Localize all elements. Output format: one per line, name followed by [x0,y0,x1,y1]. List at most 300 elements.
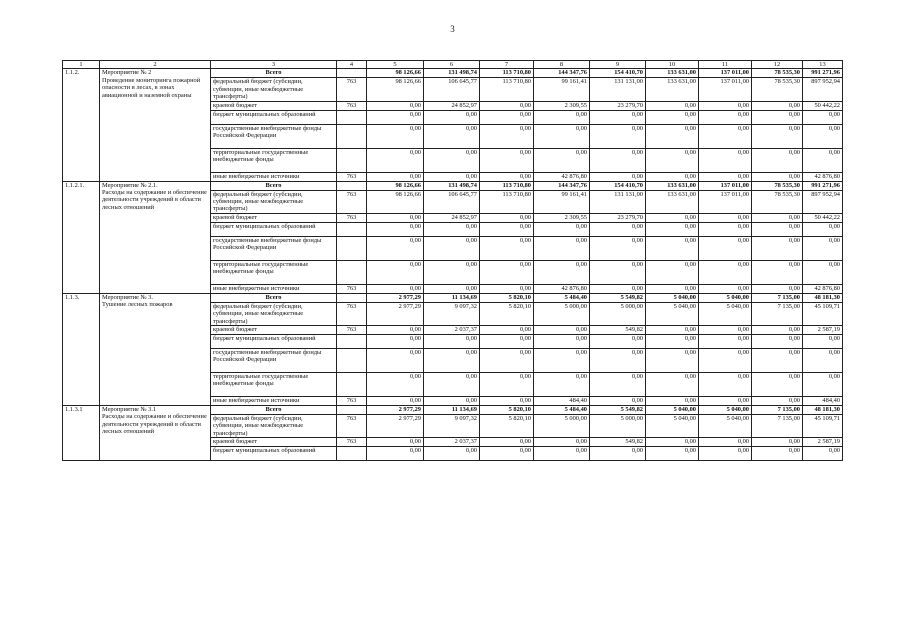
amount-cell: 42 876,80 [534,284,590,293]
amount-cell: 5 040,00 [699,302,752,325]
amount-cell: 0,00 [424,373,480,397]
column-number-header: 13 [803,61,843,69]
amount-cell: 0,00 [752,101,803,110]
amount-cell: 0,00 [699,438,752,447]
amount-cell: 0,00 [646,284,699,293]
grbs-code [337,447,367,461]
amount-cell: 0,00 [367,236,424,260]
amount-cell: 0,00 [752,260,803,284]
amount-cell: 106 645,77 [424,190,480,213]
measure-title: Мероприятие № 3.1 [102,406,157,414]
funding-source-label: федеральный бюджет (субсидии, субвенции, иные межбюджетные трансферты) [211,302,337,325]
amount-cell: 0,00 [590,447,646,461]
amount-cell: 0,00 [752,349,803,373]
amount-cell: 78 535,30 [752,190,803,213]
funding-source-label: государственные внебюджетные фонды Российской Федерации [211,349,337,373]
funding-source-label: бюджет муниципальных образований [211,222,337,236]
column-number-header: 3 [211,61,337,69]
amount-cell: 137 011,00 [699,78,752,101]
measure-title: Мероприятие № 2.1. [102,181,158,189]
amount-cell: 106 645,77 [424,78,480,101]
amount-cell: 5 000,00 [534,302,590,325]
amount-cell: 78 535,30 [752,78,803,101]
grbs-code: 763 [337,190,367,213]
funding-source-label: Всего [211,181,337,190]
amount-cell: 137 011,00 [699,69,752,78]
amount-cell: 0,00 [534,236,590,260]
amount-cell: 5 484,40 [534,293,590,302]
funding-source-label: Всего [211,406,337,415]
amount-cell: 0,00 [590,373,646,397]
amount-cell: 2 587,19 [803,326,843,335]
grbs-code: 763 [337,172,367,181]
amount-cell: 0,00 [367,124,424,148]
amount-cell: 0,00 [752,447,803,461]
grbs-code: 763 [337,302,367,325]
amount-cell: 0,00 [534,148,590,172]
amount-cell: 2 977,29 [367,406,424,415]
amount-cell: 0,00 [424,447,480,461]
amount-cell: 133 631,00 [646,78,699,101]
amount-cell: 0,00 [480,335,534,349]
amount-cell: 0,00 [424,284,480,293]
amount-cell: 5 040,00 [699,406,752,415]
measure-name [100,293,211,405]
measure-name [100,69,211,181]
amount-cell: 0,00 [534,110,590,124]
column-number-header: 2 [100,61,211,69]
amount-cell: 0,00 [803,447,843,461]
amount-cell: 131 131,00 [590,78,646,101]
amount-cell: 0,00 [480,447,534,461]
amount-cell: 0,00 [699,326,752,335]
measure-description: Тушение лесных пожаров [102,301,173,309]
amount-cell: 0,00 [367,349,424,373]
amount-cell: 0,00 [803,148,843,172]
amount-cell: 0,00 [480,222,534,236]
amount-cell: 0,00 [646,110,699,124]
amount-cell: 113 710,80 [480,78,534,101]
amount-cell: 0,00 [534,373,590,397]
amount-cell: 991 271,96 [803,181,843,190]
amount-cell: 2 309,55 [534,101,590,110]
amount-cell: 0,00 [699,222,752,236]
amount-cell: 99 161,41 [534,190,590,213]
amount-cell: 0,00 [646,260,699,284]
amount-cell: 0,00 [646,213,699,222]
amount-cell: 549,82 [590,326,646,335]
amount-cell: 7 135,00 [752,302,803,325]
amount-cell: 897 952,94 [803,78,843,101]
funding-source-label: государственные внебюджетные фонды Российской Федерации [211,124,337,148]
amount-cell: 0,00 [534,447,590,461]
amount-cell: 0,00 [699,110,752,124]
grbs-code [337,148,367,172]
grbs-code: 763 [337,326,367,335]
amount-cell: 0,00 [534,349,590,373]
amount-cell: 0,00 [367,172,424,181]
amount-cell: 2 037,37 [424,326,480,335]
table-row [63,181,843,190]
amount-cell: 0,00 [699,349,752,373]
amount-cell: 0,00 [646,222,699,236]
amount-cell: 78 535,30 [752,69,803,78]
column-number-header: 7 [480,61,534,69]
amount-cell: 0,00 [699,397,752,406]
grbs-code [337,236,367,260]
amount-cell: 98 126,66 [367,69,424,78]
amount-cell: 5 549,82 [590,293,646,302]
amount-cell: 98 126,66 [367,78,424,101]
amount-cell: 0,00 [480,326,534,335]
amount-cell: 0,00 [424,110,480,124]
amount-cell: 131 498,74 [424,69,480,78]
measure-code: 1.1.3. [63,293,100,405]
amount-cell: 0,00 [803,335,843,349]
amount-cell: 7 135,00 [752,406,803,415]
funding-source-label: Всего [211,293,337,302]
amount-cell: 0,00 [699,124,752,148]
amount-cell: 0,00 [699,213,752,222]
grbs-code: 763 [337,397,367,406]
grbs-code: 763 [337,78,367,101]
amount-cell: 2 977,29 [367,302,424,325]
amount-cell: 11 134,69 [424,293,480,302]
measure-code: 1.1.2. [63,69,100,181]
amount-cell: 484,40 [803,397,843,406]
amount-cell: 0,00 [699,101,752,110]
amount-cell: 0,00 [590,148,646,172]
column-number-header: 12 [752,61,803,69]
grbs-code: 763 [337,213,367,222]
column-number-header: 10 [646,61,699,69]
amount-cell: 5 484,40 [534,406,590,415]
amount-cell: 0,00 [646,101,699,110]
amount-cell: 0,00 [367,447,424,461]
funding-source-label: бюджет муниципальных образований [211,335,337,349]
amount-cell: 0,00 [646,397,699,406]
amount-cell: 0,00 [699,284,752,293]
amount-cell: 99 161,41 [534,78,590,101]
funding-source-label: федеральный бюджет (субсидии, субвенции, иные межбюджетные трансферты) [211,415,337,438]
page-number: 3 [450,24,455,34]
grbs-code [337,335,367,349]
amount-cell: 0,00 [367,148,424,172]
amount-cell: 0,00 [424,222,480,236]
amount-cell: 0,00 [646,349,699,373]
amount-cell: 0,00 [699,447,752,461]
amount-cell: 2 977,29 [367,293,424,302]
grbs-code [337,260,367,284]
amount-cell: 0,00 [534,222,590,236]
amount-cell: 0,00 [480,236,534,260]
funding-source-label: бюджет муниципальных образований [211,447,337,461]
amount-cell: 7 135,00 [752,415,803,438]
amount-cell: 0,00 [480,397,534,406]
amount-cell: 0,00 [699,236,752,260]
amount-cell: 0,00 [367,110,424,124]
amount-cell: 0,00 [699,373,752,397]
grbs-code [337,110,367,124]
amount-cell: 0,00 [590,260,646,284]
funding-source-label: федеральный бюджет (субсидии, субвенции, иные межбюджетные трансферты) [211,78,337,101]
amount-cell: 0,00 [590,349,646,373]
amount-cell: 144 347,76 [534,181,590,190]
funding-source-label: территориальные государственные внебюджетные фонды [211,260,337,284]
column-number-header: 8 [534,61,590,69]
amount-cell: 48 181,30 [803,406,843,415]
amount-cell: 0,00 [367,373,424,397]
amount-cell: 0,00 [480,284,534,293]
amount-cell: 0,00 [424,335,480,349]
grbs-code [337,124,367,148]
grbs-code [337,373,367,397]
grbs-code [337,406,367,415]
amount-cell: 0,00 [367,260,424,284]
amount-cell: 45 109,71 [803,415,843,438]
amount-cell: 0,00 [480,349,534,373]
amount-cell: 0,00 [646,447,699,461]
amount-cell: 0,00 [480,260,534,284]
funding-source-label: бюджет муниципальных образований [211,110,337,124]
funding-source-label: Всего [211,69,337,78]
amount-cell: 0,00 [424,397,480,406]
amount-cell: 137 011,00 [699,181,752,190]
amount-cell: 131 131,00 [590,190,646,213]
amount-cell: 0,00 [534,260,590,284]
amount-cell: 24 852,97 [424,213,480,222]
amount-cell: 0,00 [752,326,803,335]
measure-description: Расходы на содержание и обеспечение деятельности учреждений в области лесных отношений [102,189,207,211]
funding-source-label: территориальные государственные внебюджетные фонды [211,373,337,397]
amount-cell: 133 631,00 [646,190,699,213]
amount-cell: 0,00 [699,172,752,181]
amount-cell: 113 710,80 [480,69,534,78]
amount-cell: 0,00 [367,326,424,335]
amount-cell: 0,00 [803,349,843,373]
amount-cell: 133 631,00 [646,69,699,78]
amount-cell: 0,00 [367,335,424,349]
amount-cell: 5 040,00 [646,293,699,302]
amount-cell: 0,00 [803,373,843,397]
funding-source-label: краевой бюджет [211,101,337,110]
amount-cell: 5 000,00 [590,415,646,438]
amount-cell: 5 820,10 [480,415,534,438]
amount-cell: 0,00 [367,213,424,222]
amount-cell: 0,00 [646,124,699,148]
funding-source-label: иные внебюджетные источники [211,172,337,181]
amount-cell: 0,00 [367,397,424,406]
amount-cell: 0,00 [424,172,480,181]
amount-cell: 0,00 [646,148,699,172]
measure-description: Проведение мониторинга пожарной опасности в лесах, в зонах авиационной и наземной охраны [102,76,201,99]
amount-cell: 23 279,70 [590,101,646,110]
amount-cell: 45 109,71 [803,302,843,325]
amount-cell: 0,00 [803,260,843,284]
amount-cell: 2 977,29 [367,415,424,438]
amount-cell: 0,00 [590,172,646,181]
amount-cell: 0,00 [424,148,480,172]
amount-cell: 0,00 [590,110,646,124]
amount-cell: 0,00 [699,335,752,349]
amount-cell: 0,00 [752,438,803,447]
amount-cell: 0,00 [480,110,534,124]
amount-cell: 0,00 [367,222,424,236]
funding-source-label: федеральный бюджет (субсидии, субвенции, иные межбюджетные трансферты) [211,190,337,213]
table-row [63,293,843,302]
amount-cell: 0,00 [752,213,803,222]
measure-name [100,406,211,461]
amount-cell: 23 279,70 [590,213,646,222]
amount-cell: 0,00 [752,110,803,124]
amount-cell: 0,00 [480,438,534,447]
amount-cell: 131 498,74 [424,181,480,190]
amount-cell: 2 037,37 [424,438,480,447]
amount-cell: 0,00 [480,148,534,172]
amount-cell: 48 181,30 [803,293,843,302]
column-number-header: 5 [367,61,424,69]
amount-cell: 78 535,30 [752,181,803,190]
amount-cell: 113 710,80 [480,190,534,213]
measure-title: Мероприятие № 3. [102,293,153,301]
amount-cell: 5 820,10 [480,293,534,302]
measure-code: 1.1.3.1 [63,406,100,461]
amount-cell: 0,00 [590,397,646,406]
amount-cell: 137 011,00 [699,190,752,213]
amount-cell: 7 135,00 [752,293,803,302]
amount-cell: 0,00 [752,397,803,406]
funding-source-label: краевой бюджет [211,326,337,335]
column-number-header: 1 [63,61,100,69]
amount-cell: 0,00 [534,124,590,148]
amount-cell: 0,00 [424,124,480,148]
amount-cell: 0,00 [590,236,646,260]
amount-cell: 0,00 [480,373,534,397]
amount-cell: 144 347,76 [534,69,590,78]
amount-cell: 5 040,00 [646,415,699,438]
amount-cell: 0,00 [752,373,803,397]
grbs-code [337,69,367,78]
amount-cell: 5 549,82 [590,406,646,415]
amount-cell: 0,00 [699,148,752,172]
amount-cell: 0,00 [367,438,424,447]
table-row [63,69,843,78]
amount-cell: 0,00 [367,284,424,293]
grbs-code: 763 [337,415,367,438]
amount-cell: 5 820,10 [480,302,534,325]
amount-cell: 5 040,00 [699,293,752,302]
measure-name [100,181,211,293]
amount-cell: 42 876,80 [803,284,843,293]
amount-cell: 0,00 [803,222,843,236]
amount-cell: 0,00 [590,222,646,236]
measure-code: 1.1.2.1. [63,181,100,293]
funding-source-label: краевой бюджет [211,213,337,222]
amount-cell: 0,00 [752,284,803,293]
funding-source-label: иные внебюджетные источники [211,397,337,406]
amount-cell: 24 852,97 [424,101,480,110]
amount-cell: 42 876,80 [803,172,843,181]
amount-cell: 0,00 [424,349,480,373]
amount-cell: 0,00 [534,326,590,335]
amount-cell: 98 126,66 [367,190,424,213]
amount-cell: 0,00 [752,148,803,172]
column-number-header: 11 [699,61,752,69]
amount-cell: 5 040,00 [646,406,699,415]
column-number-header: 4 [337,61,367,69]
amount-cell: 0,00 [803,124,843,148]
amount-cell: 897 952,94 [803,190,843,213]
amount-cell: 0,00 [752,172,803,181]
amount-cell: 484,40 [534,397,590,406]
column-number-header: 9 [590,61,646,69]
amount-cell: 50 442,22 [803,213,843,222]
amount-cell: 0,00 [480,172,534,181]
grbs-code [337,181,367,190]
amount-cell: 549,82 [590,438,646,447]
amount-cell: 0,00 [646,438,699,447]
grbs-code: 763 [337,284,367,293]
amount-cell: 0,00 [590,284,646,293]
amount-cell: 42 876,80 [534,172,590,181]
grbs-code: 763 [337,101,367,110]
amount-cell: 9 097,32 [424,302,480,325]
amount-cell: 0,00 [646,172,699,181]
amount-cell: 0,00 [367,101,424,110]
amount-cell: 0,00 [590,335,646,349]
amount-cell: 98 126,66 [367,181,424,190]
grbs-code [337,293,367,302]
amount-cell: 0,00 [480,213,534,222]
amount-cell: 133 631,00 [646,181,699,190]
amount-cell: 0,00 [424,260,480,284]
amount-cell: 154 410,70 [590,69,646,78]
amount-cell: 5 820,10 [480,406,534,415]
amount-cell: 5 000,00 [534,415,590,438]
header-row [63,61,843,69]
amount-cell: 2 587,19 [803,438,843,447]
amount-cell: 0,00 [646,236,699,260]
amount-cell: 0,00 [646,335,699,349]
column-number-header: 6 [424,61,480,69]
grbs-code [337,222,367,236]
amount-cell: 0,00 [534,335,590,349]
measure-description: Расходы на содержание и обеспечение деятельности учреждений в области лесных отношений [102,413,207,436]
amount-cell: 0,00 [646,326,699,335]
amount-cell: 113 710,80 [480,181,534,190]
amount-cell: 0,00 [480,101,534,110]
amount-cell: 154 410,70 [590,181,646,190]
amount-cell: 50 442,22 [803,101,843,110]
amount-cell: 0,00 [699,260,752,284]
amount-cell: 2 309,55 [534,213,590,222]
funding-source-label: краевой бюджет [211,438,337,447]
amount-cell: 991 271,96 [803,69,843,78]
amount-cell: 0,00 [424,236,480,260]
amount-cell: 0,00 [803,110,843,124]
amount-cell: 0,00 [590,124,646,148]
amount-cell: 0,00 [752,124,803,148]
amount-cell: 0,00 [646,373,699,397]
funding-source-label: государственные внебюджетные фонды Российской Федерации [211,236,337,260]
amount-cell: 5 000,00 [590,302,646,325]
grbs-code: 763 [337,438,367,447]
budget-table [62,60,843,461]
table-row [63,406,843,415]
amount-cell: 0,00 [534,438,590,447]
amount-cell: 11 134,69 [424,406,480,415]
amount-cell: 9 097,32 [424,415,480,438]
